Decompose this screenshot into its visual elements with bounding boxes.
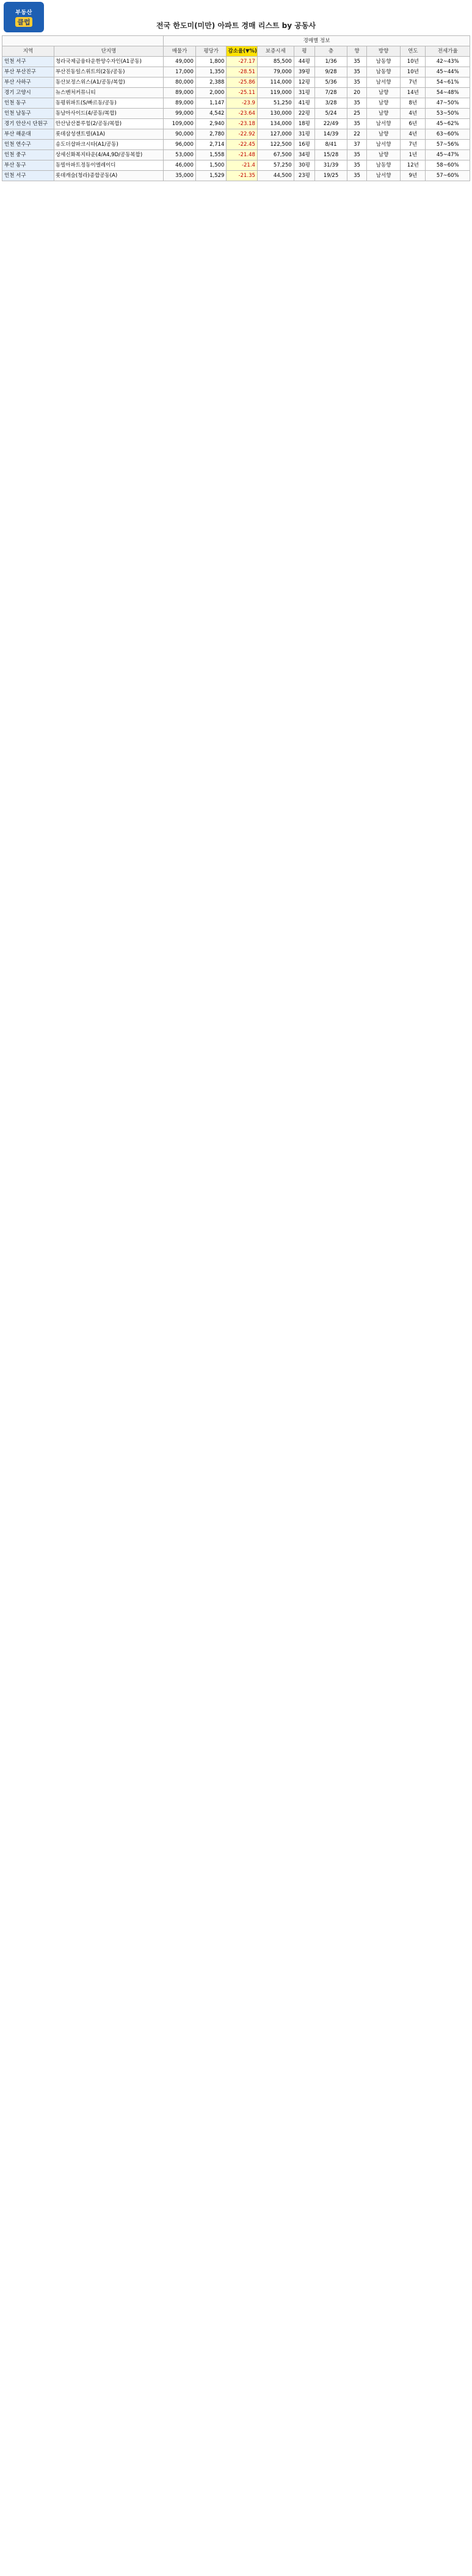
cell-region: 부산 부산진구: [2, 67, 54, 77]
cell-price: 99,000: [164, 109, 196, 119]
cell-pyeong: 31평: [294, 129, 314, 140]
page-header: [0, 0, 472, 35]
cell-ppp: 1,350: [195, 67, 227, 77]
cell-floor: 3/28: [315, 98, 347, 109]
cell-region: 인천 서구: [2, 57, 54, 67]
logo-text-top: 부동산: [15, 9, 32, 16]
cell-rate: -23.9: [227, 98, 258, 109]
cell-dir: 남향: [367, 98, 401, 109]
cell-rate: -21.35: [227, 171, 258, 181]
cell-market: 67,500: [257, 150, 294, 160]
cell-year: 7년: [401, 140, 426, 150]
cell-name[interactable]: 뉴스벤처커뮤니티: [54, 88, 163, 98]
cell-ratio: 54~48%: [426, 88, 470, 98]
cell-dir: 남동향: [367, 57, 401, 67]
cell-floor: 9/28: [315, 67, 347, 77]
cell-market: 44,500: [257, 171, 294, 181]
cell-region: 부산 동구: [2, 160, 54, 171]
cell-region: 인천 동구: [2, 98, 54, 109]
column-header[interactable]: 연도: [401, 46, 426, 57]
cell-year: 12년: [401, 160, 426, 171]
cell-market: 85,500: [257, 57, 294, 67]
cell-floor: 7/28: [315, 88, 347, 98]
table-row[interactable]: [2, 109, 470, 119]
cell-ppp: 2,388: [195, 77, 227, 88]
column-header[interactable]: 층: [315, 46, 347, 57]
cell-hh: 35: [347, 67, 366, 77]
cell-name[interactable]: 안산남산블루힐(2/공동/복합): [54, 119, 163, 129]
cell-ratio: 58~60%: [426, 160, 470, 171]
cell-floor: 19/25: [315, 171, 347, 181]
cell-pyeong: 18평: [294, 119, 314, 129]
cell-ratio: 45~62%: [426, 119, 470, 129]
group-header-row: [2, 36, 470, 46]
cell-rate: -23.18: [227, 119, 258, 129]
cell-pyeong: 44평: [294, 57, 314, 67]
column-header[interactable]: 전세가율: [426, 46, 470, 57]
cell-region: 인천 중구: [2, 150, 54, 160]
cell-dir: 남향: [367, 109, 401, 119]
cell-ratio: 54~61%: [426, 77, 470, 88]
cell-hh: 35: [347, 57, 366, 67]
cell-price: 53,000: [164, 150, 196, 160]
cell-pyeong: 34평: [294, 150, 314, 160]
cell-year: 4년: [401, 129, 426, 140]
cell-floor: 1/36: [315, 57, 347, 67]
cell-floor: 5/36: [315, 77, 347, 88]
cell-price: 46,000: [164, 160, 196, 171]
cell-ratio: 63~60%: [426, 129, 470, 140]
cell-region: 인천 서구: [2, 171, 54, 181]
cell-region: 경기 고양시: [2, 88, 54, 98]
cell-year: 10년: [401, 67, 426, 77]
cell-price: 49,000: [164, 57, 196, 67]
cell-name[interactable]: 부산진동일스위트의(2동/공동): [54, 67, 163, 77]
table-row[interactable]: [2, 67, 470, 77]
cell-dir: 남향: [367, 150, 401, 160]
logo-text-bottom: 클럽: [15, 17, 32, 27]
cell-market: 119,000: [257, 88, 294, 98]
cell-market: 51,250: [257, 98, 294, 109]
cell-market: 122,500: [257, 140, 294, 150]
cell-year: 8년: [401, 98, 426, 109]
column-header[interactable]: 단지명: [54, 46, 163, 57]
cell-hh: 35: [347, 77, 366, 88]
cell-name[interactable]: 롯데캐슬(청라)종합공동(A): [54, 171, 163, 181]
cell-market: 134,000: [257, 119, 294, 129]
table-row[interactable]: [2, 57, 470, 67]
cell-hh: 20: [347, 88, 366, 98]
cell-rate: -23.64: [227, 109, 258, 119]
cell-ppp: 1,529: [195, 171, 227, 181]
column-header[interactable]: 매물가: [164, 46, 196, 57]
cell-ratio: 42~43%: [426, 57, 470, 67]
cell-market: 114,000: [257, 77, 294, 88]
column-header[interactable]: 감소율(▼%): [227, 46, 258, 57]
cell-ratio: 57~60%: [426, 171, 470, 181]
cell-rate: -21.48: [227, 150, 258, 160]
cell-price: 89,000: [164, 98, 196, 109]
cell-floor: 8/41: [315, 140, 347, 150]
cell-market: 57,250: [257, 160, 294, 171]
cell-ppp: 2,940: [195, 119, 227, 129]
table-row[interactable]: [2, 129, 470, 140]
cell-dir: 남동향: [367, 67, 401, 77]
cell-ppp: 4,542: [195, 109, 227, 119]
cell-price: 35,000: [164, 171, 196, 181]
cell-market: 130,000: [257, 109, 294, 119]
cell-hh: 25: [347, 109, 366, 119]
cell-price: 17,000: [164, 67, 196, 77]
cell-ppp: 2,000: [195, 88, 227, 98]
cell-hh: 35: [347, 171, 366, 181]
cell-year: 4년: [401, 109, 426, 119]
cell-ratio: 45~44%: [426, 67, 470, 77]
cell-region: 인천 연수구: [2, 140, 54, 150]
cell-price: 80,000: [164, 77, 196, 88]
cell-dir: 남서향: [367, 119, 401, 129]
table-row[interactable]: [2, 150, 470, 160]
cell-market: 79,000: [257, 67, 294, 77]
table-row[interactable]: [2, 98, 470, 109]
cell-ratio: 47~50%: [426, 98, 470, 109]
column-header[interactable]: 지역: [2, 46, 54, 57]
cell-hh: 35: [347, 150, 366, 160]
table-row[interactable]: [2, 88, 470, 98]
cell-dir: 남향: [367, 88, 401, 98]
table-row[interactable]: [2, 119, 470, 129]
cell-ratio: 53~50%: [426, 109, 470, 119]
cell-dir: 남서향: [367, 77, 401, 88]
column-header[interactable]: 방향: [367, 46, 401, 57]
cell-pyeong: 12평: [294, 77, 314, 88]
cell-dir: 남향: [367, 129, 401, 140]
cell-year: 10년: [401, 57, 426, 67]
cell-year: 9년: [401, 171, 426, 181]
cell-hh: 35: [347, 119, 366, 129]
cell-rate: -25.11: [227, 88, 258, 98]
column-header[interactable]: 향: [347, 46, 366, 57]
cell-pyeong: 22평: [294, 109, 314, 119]
cell-hh: 37: [347, 140, 366, 150]
cell-dir: 남서향: [367, 140, 401, 150]
cell-price: 109,000: [164, 119, 196, 129]
cell-floor: 14/39: [315, 129, 347, 140]
cell-ppp: 1,500: [195, 160, 227, 171]
cell-floor: 5/24: [315, 109, 347, 119]
cell-market: 127,000: [257, 129, 294, 140]
cell-dir: 남서향: [367, 171, 401, 181]
cell-year: 14년: [401, 88, 426, 98]
cell-year: 7년: [401, 77, 426, 88]
table-row[interactable]: [2, 171, 470, 181]
cell-pyeong: 16평: [294, 140, 314, 150]
cell-price: 90,000: [164, 129, 196, 140]
cell-pyeong: 30평: [294, 160, 314, 171]
cell-ppp: 1,147: [195, 98, 227, 109]
cell-floor: 15/28: [315, 150, 347, 160]
cell-floor: 22/49: [315, 119, 347, 129]
cell-pyeong: 31평: [294, 88, 314, 98]
cell-pyeong: 41평: [294, 98, 314, 109]
cell-region: 부산 해운대: [2, 129, 54, 140]
cell-rate: -21.4: [227, 160, 258, 171]
cell-ppp: 2,780: [195, 129, 227, 140]
cell-name[interactable]: 송도더샵파크시타(A1/공동): [54, 140, 163, 150]
cell-hh: 35: [347, 98, 366, 109]
cell-rate: -28.51: [227, 67, 258, 77]
cell-ratio: 57~56%: [426, 140, 470, 150]
cell-rate: -22.92: [227, 129, 258, 140]
column-header[interactable]: 평당가: [195, 46, 227, 57]
cell-region: 경기 안산시 단원구: [2, 119, 54, 129]
cell-ppp: 1,800: [195, 57, 227, 67]
cell-region: 부산 사하구: [2, 77, 54, 88]
column-header[interactable]: 보증시세: [257, 46, 294, 57]
cell-name[interactable]: 동평위파트(S/빠르동/공동): [54, 98, 163, 109]
auction-table: [2, 35, 470, 181]
table-row[interactable]: [2, 140, 470, 150]
cell-ppp: 2,714: [195, 140, 227, 150]
cell-floor: 31/39: [315, 160, 347, 171]
cell-price: 96,000: [164, 140, 196, 150]
group-header: 경매별 정보: [164, 36, 470, 46]
column-header[interactable]: 평: [294, 46, 314, 57]
cell-name[interactable]: 상세신화복지타운(4/A4,9D/공동복합): [54, 150, 163, 160]
cell-name[interactable]: 청라국제금융타운한양수자인(A1공동): [54, 57, 163, 67]
table-row[interactable]: [2, 77, 470, 88]
cell-year: 6년: [401, 119, 426, 129]
page-title: 전국 한도미(미만) 아파트 경매 리스트 by 공동사: [156, 21, 316, 30]
cell-name[interactable]: 동남아사이드(4/공동/복합): [54, 109, 163, 119]
cell-name[interactable]: 동산보정스위스(A1/공동/복합): [54, 77, 163, 88]
cell-hh: 22: [347, 129, 366, 140]
table-row[interactable]: [2, 160, 470, 171]
cell-rate: -27.17: [227, 57, 258, 67]
cell-year: 1년: [401, 150, 426, 160]
cell-name[interactable]: 동빌아파트정동이엘레이디: [54, 160, 163, 171]
cell-dir: 남동향: [367, 160, 401, 171]
cell-rate: -22.45: [227, 140, 258, 150]
cell-price: 89,000: [164, 88, 196, 98]
cell-pyeong: 39평: [294, 67, 314, 77]
cell-region: 인천 남동구: [2, 109, 54, 119]
cell-name[interactable]: 롯데삼성센트럴(A1A): [54, 129, 163, 140]
cell-pyeong: 23평: [294, 171, 314, 181]
cell-rate: -25.86: [227, 77, 258, 88]
cell-ratio: 45~47%: [426, 150, 470, 160]
column-header-row: [2, 46, 470, 57]
cell-ppp: 1,558: [195, 150, 227, 160]
cell-hh: 35: [347, 160, 366, 171]
